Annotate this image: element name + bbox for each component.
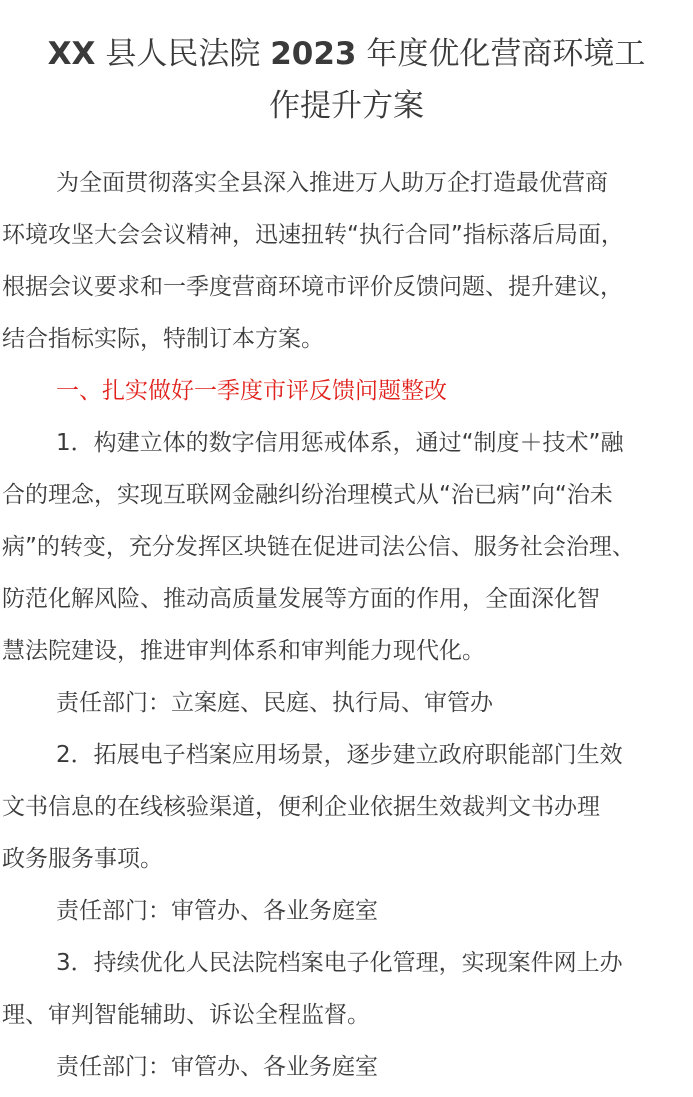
intro-paragraph	[2, 157, 692, 365]
title-line-2: 作提升方案	[269, 88, 424, 124]
intro-line: 根据会议要求和一季度营商环境市评价反馈问题、提升建议，	[2, 274, 623, 300]
intro-line: 为全面贯彻落实全县深入推进万人助万企打造最优营商	[56, 170, 608, 196]
intro-line: 结合指标实际，特制订本方案。	[2, 326, 324, 352]
section-1-heading	[2, 365, 692, 417]
item-2-paragraph	[2, 729, 692, 885]
item-2-line: 2．拓展电子档案应用场景，逐步建立政府职能部门生效	[56, 742, 623, 768]
item-1-line: 慧法院建设，推进审判体系和审判能力现代化。	[2, 638, 485, 664]
item-2-responsible-dept	[2, 885, 692, 937]
item-3-paragraph	[2, 937, 692, 1041]
responsible-dept-text: 责任部门：审管办、各业务庭室	[56, 1054, 378, 1080]
item-3-line: 理、审判智能辅助、诉讼全程监督。	[2, 1002, 370, 1028]
responsible-dept-text: 责任部门：立案庭、民庭、执行局、审管办	[56, 690, 493, 716]
item-2-line: 文书信息的在线核验渠道，便利企业依据生效裁判文书办理	[2, 794, 600, 820]
item-1-paragraph	[2, 417, 692, 677]
document-title	[0, 28, 693, 132]
title-line-1: XX 县人民法院 2023 年度优化营商环境工	[47, 36, 646, 72]
item-1-responsible-dept	[2, 677, 692, 729]
item-1-line: 1．构建立体的数字信用惩戒体系，通过“制度＋技术”融	[56, 430, 624, 456]
section-heading-text: 一、扎实做好一季度市评反馈问题整改	[56, 378, 447, 404]
item-3-line: 3．持续优化人民法院档案电子化管理，实现案件网上办	[56, 950, 623, 976]
item-1-line: 防范化解风险、推动高质量发展等方面的作用，全面深化智	[2, 586, 600, 612]
item-3-responsible-dept	[2, 1041, 692, 1093]
item-1-line: 病”的转变，充分发挥区块链在促进司法公信、服务社会治理、	[2, 534, 635, 560]
responsible-dept-text: 责任部门：审管办、各业务庭室	[56, 898, 378, 924]
item-1-line: 合的理念，实现互联网金融纠纷治理模式从“治已病”向“治未	[2, 482, 613, 508]
item-2-line: 政务服务事项。	[2, 846, 163, 872]
intro-line: 环境攻坚大会会议精神，迅速扭转“执行合同”指标落后局面，	[2, 222, 624, 248]
